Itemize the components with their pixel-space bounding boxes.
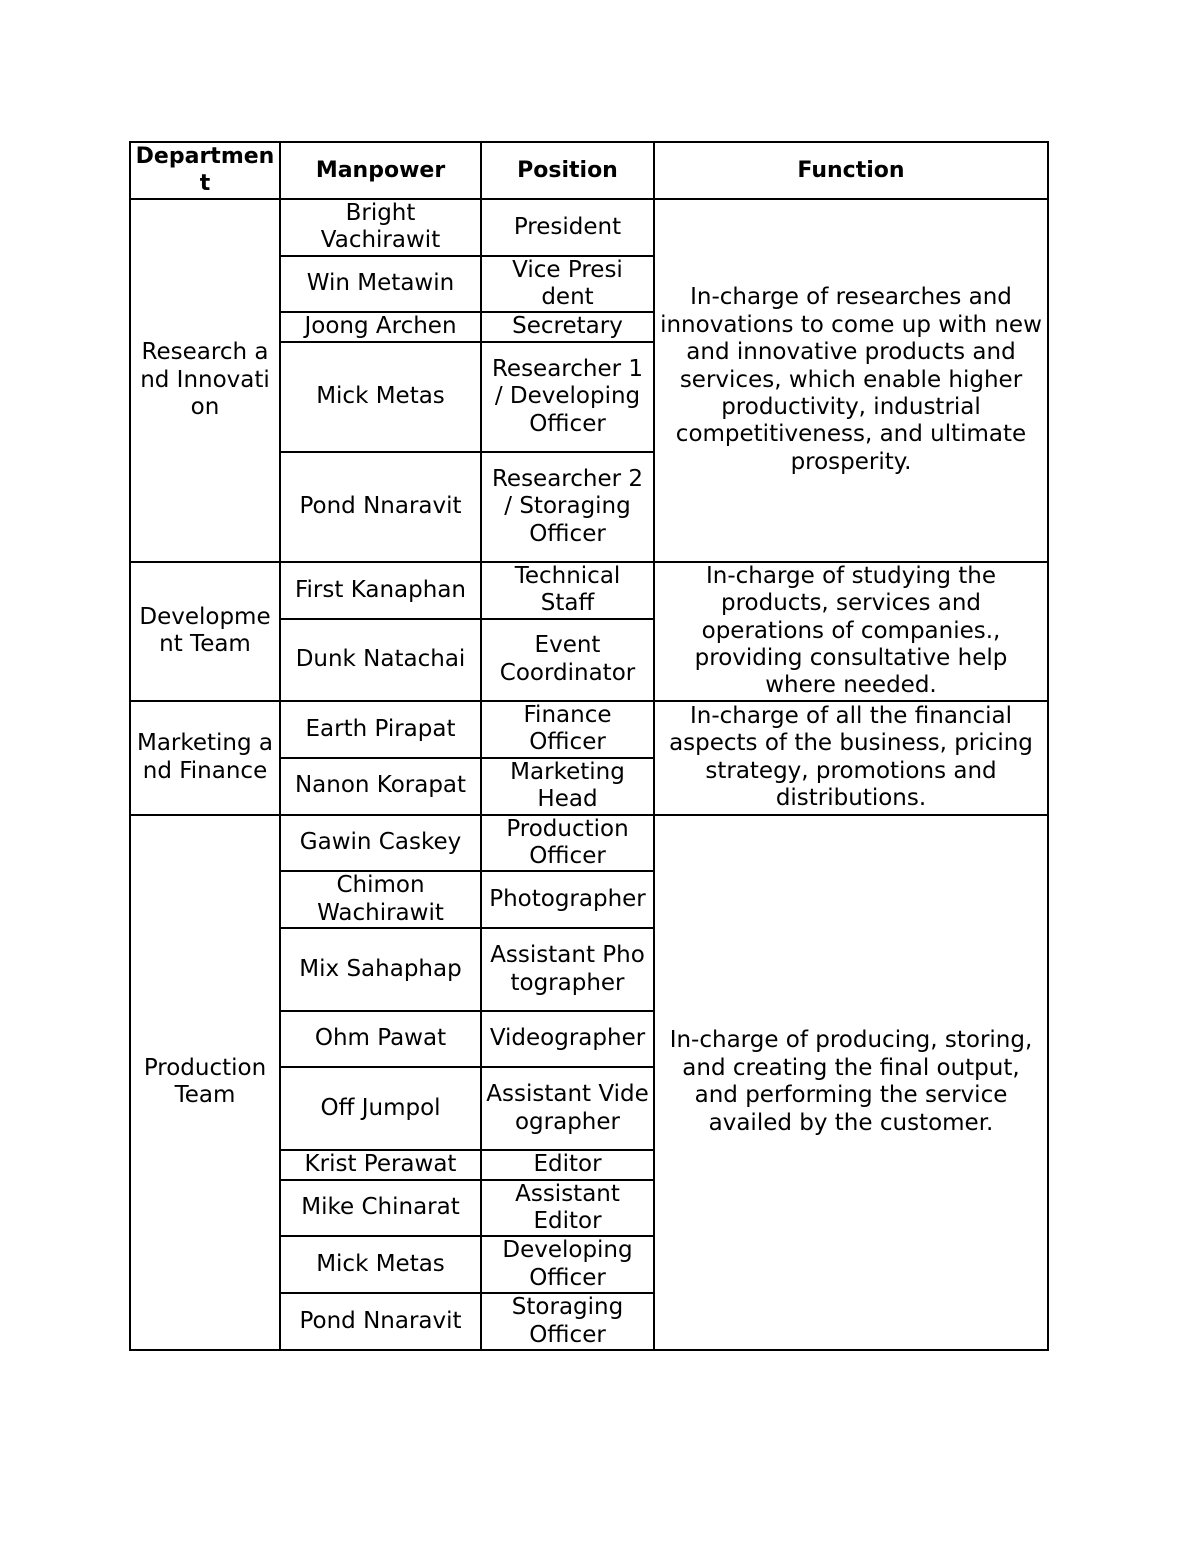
manpower-cell: Mix Sahaphap <box>280 928 481 1011</box>
manpower-cell: Dunk Natachai <box>280 619 481 701</box>
table-row <box>130 199 1048 256</box>
position-cell: Assistant Videographer <box>481 1067 654 1150</box>
manpower-cell: Chimon Wachirawit <box>280 871 481 928</box>
function-cell: In-charge of all the financial aspects of the business, pricing strategy, promotions and distributions. <box>654 701 1048 815</box>
table-row <box>130 562 1048 619</box>
manpower-cell: Mick Metas <box>280 342 481 452</box>
position-cell: Photographer <box>481 871 654 928</box>
manpower-cell: Krist Perawat <box>280 1150 481 1179</box>
position-header: Position <box>481 142 654 199</box>
department-cell: Marketing and Finance <box>130 701 280 815</box>
manpower-cell: Bright Vachirawit <box>280 199 481 256</box>
manpower-cell: Mick Metas <box>280 1236 481 1293</box>
position-cell: Production Officer <box>481 815 654 872</box>
position-cell: President <box>481 199 654 256</box>
position-cell: Technical Staff <box>481 562 654 619</box>
table-row <box>130 701 1048 758</box>
manpower-cell: Ohm Pawat <box>280 1011 481 1067</box>
position-cell: Secretary <box>481 312 654 341</box>
position-cell: Marketing Head <box>481 758 654 815</box>
manpower-cell: Earth Pirapat <box>280 701 481 758</box>
position-cell: Assistant Photographer <box>481 928 654 1011</box>
manpower-cell: First Kanaphan <box>280 562 481 619</box>
position-cell: Researcher 2 / Storaging Officer <box>481 452 654 562</box>
position-cell: Storaging Officer <box>481 1293 654 1350</box>
position-cell: Researcher 1 / Developing Officer <box>481 342 654 452</box>
function-header: Function <box>654 142 1048 199</box>
position-cell: Event Coordinator <box>481 619 654 701</box>
function-cell: In-charge of producing, storing, and creating the final output, and performing the service availed by the customer. <box>654 815 1048 1350</box>
position-cell: Assistant Editor <box>481 1180 654 1237</box>
function-cell: In-charge of researches and innovations to come up with new and innovative products and services, which enable higher productivity, industrial competitiveness, and ultimate prosperity. <box>654 199 1048 562</box>
position-cell: Vice President <box>481 256 654 313</box>
manpower-cell: Nanon Korapat <box>280 758 481 815</box>
department-header: Department <box>130 142 280 199</box>
position-cell: Developing Officer <box>481 1236 654 1293</box>
position-cell: Editor <box>481 1150 654 1179</box>
header-row <box>130 142 1048 199</box>
position-cell: Videographer <box>481 1011 654 1067</box>
department-cell: Production Team <box>130 815 280 1350</box>
department-table <box>129 141 1049 1351</box>
position-cell: Finance Officer <box>481 701 654 758</box>
function-cell: In-charge of studying the products, services and operations of companies., providing consultative help where needed. <box>654 562 1048 701</box>
manpower-cell: Win Metawin <box>280 256 481 313</box>
department-cell: Development Team <box>130 562 280 701</box>
table-row <box>130 815 1048 872</box>
manpower-cell: Off Jumpol <box>280 1067 481 1150</box>
manpower-cell: Joong Archen <box>280 312 481 341</box>
manpower-header: Manpower <box>280 142 481 199</box>
manpower-cell: Mike Chinarat <box>280 1180 481 1237</box>
manpower-cell: Pond Nnaravit <box>280 452 481 562</box>
manpower-cell: Gawin Caskey <box>280 815 481 872</box>
department-cell: Research and Innovation <box>130 199 280 562</box>
manpower-cell: Pond Nnaravit <box>280 1293 481 1350</box>
